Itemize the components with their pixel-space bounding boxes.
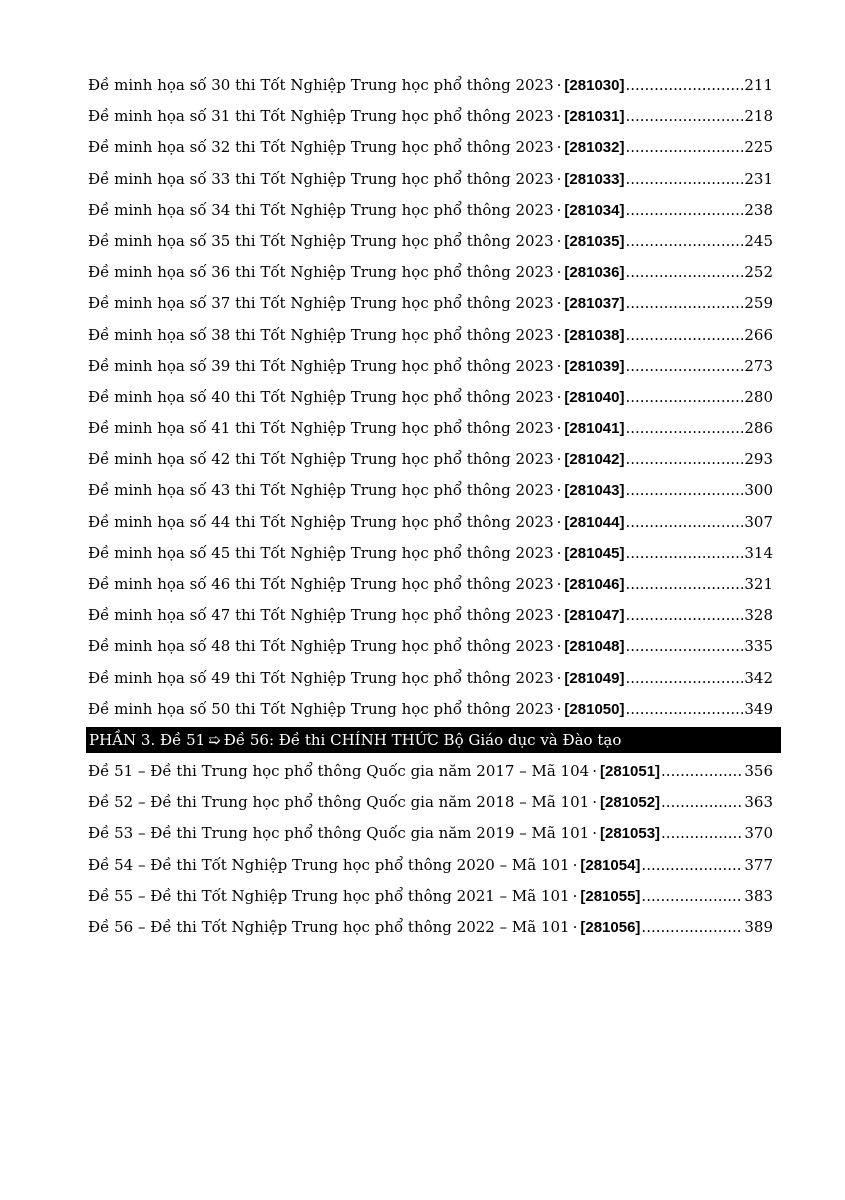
- toc-separator: ·: [592, 761, 597, 780]
- toc-entry-code: [281053]: [599, 825, 661, 843]
- toc-entry[interactable]: [88, 600, 773, 631]
- toc-entry-page: 328: [744, 606, 773, 625]
- toc-entry[interactable]: [88, 694, 773, 725]
- toc-entry-title: Đề minh họa số 38 thi Tốt Nghiệp Trung học phổ thông 2023: [88, 325, 554, 344]
- dot-leader: [641, 881, 743, 912]
- toc-entry[interactable]: [88, 70, 773, 101]
- toc-separator: ·: [556, 575, 562, 593]
- toc-entry-title: Đề minh họa số 47 thi Tốt Nghiệp Trung học phổ thông 2023: [88, 606, 554, 625]
- toc-entry-page: 280: [744, 387, 773, 406]
- toc-entry-code: [281050]: [564, 700, 625, 718]
- dot-leader: [625, 164, 743, 195]
- toc-separator: ·: [556, 294, 562, 313]
- dot-leader: [625, 132, 743, 163]
- toc-entry-page: 211: [744, 76, 773, 94]
- toc-entry[interactable]: [88, 351, 773, 382]
- toc-entry-code: [281048]: [564, 638, 625, 656]
- toc-entry[interactable]: [88, 132, 773, 163]
- dot-leader: [625, 444, 743, 475]
- toc-entry-code: [281031]: [564, 108, 625, 126]
- toc-entry-page: 363: [744, 793, 773, 812]
- dot-leader: [625, 569, 743, 600]
- toc-entry-title: Đề 52 – Đề thi Trung học phổ thông Quốc gia năm 2018 – Mã 101: [88, 793, 590, 812]
- toc-separator: ·: [556, 419, 562, 438]
- toc-entry-code: [281042]: [564, 451, 625, 469]
- toc-entry-title: Đề minh họa số 45 thi Tốt Nghiệp Trung học phổ thông 2023: [88, 543, 554, 562]
- dot-leader: [625, 475, 743, 506]
- dot-leader: [625, 195, 743, 226]
- dot-leader: [661, 787, 743, 818]
- toc-entry-title: Đề 53 – Đề thi Trung học phổ thông Quốc gia năm 2019 – Mã 101: [88, 824, 590, 843]
- minh-hoa-list: [88, 70, 773, 725]
- toc-entry-title: Đề minh họa số 32 thi Tốt Nghiệp Trung học phổ thông 2023: [88, 138, 554, 157]
- toc-entry-page: 245: [744, 231, 773, 250]
- toc-entry-page: 389: [744, 917, 773, 936]
- dot-leader: [625, 413, 743, 444]
- section-header: [86, 727, 781, 753]
- toc-entry[interactable]: [88, 382, 773, 413]
- toc-entry-code: [281030]: [564, 77, 625, 94]
- toc-entry-page: 259: [744, 294, 773, 313]
- toc-entry-title: Đề minh họa số 37 thi Tốt Nghiệp Trung học phổ thông 2023: [88, 294, 554, 313]
- toc-entry-page: 266: [744, 325, 773, 344]
- toc-entry-code: [281035]: [564, 232, 625, 250]
- toc-entry-code: [281047]: [564, 607, 625, 625]
- toc-entry-title: Đề minh họa số 46 thi Tốt Nghiệp Trung học phổ thông 2023: [88, 575, 554, 593]
- toc-entry-page: 307: [744, 512, 773, 531]
- dot-leader: [625, 600, 743, 631]
- toc-entry-code: [281051]: [599, 762, 661, 780]
- toc-separator: ·: [556, 699, 562, 718]
- toc-entry-page: 356: [744, 761, 773, 780]
- toc-entry-title: Đề minh họa số 48 thi Tốt Nghiệp Trung học phổ thông 2023: [88, 637, 554, 656]
- dot-leader: [661, 818, 743, 849]
- toc-entry[interactable]: [88, 787, 773, 818]
- toc-entry-title: Đề minh họa số 43 thi Tốt Nghiệp Trung học phổ thông 2023: [88, 481, 554, 500]
- toc-entry-title: Đề 55 – Đề thi Tốt Nghiệp Trung học phổ thông 2021 – Mã 101: [88, 886, 570, 905]
- toc-separator: ·: [556, 231, 562, 250]
- toc-entry-title: Đề 51 – Đề thi Trung học phổ thông Quốc gia năm 2017 – Mã 104: [88, 761, 590, 780]
- toc-entry-page: 225: [744, 138, 773, 157]
- toc-entry-code: [281038]: [564, 326, 625, 344]
- toc-entry-title: Đề minh họa số 31 thi Tốt Nghiệp Trung học phổ thông 2023: [88, 107, 554, 126]
- official-list: [88, 756, 773, 943]
- section-prefix: PHẦN 3. Đề 51: [89, 730, 206, 749]
- toc-entry-code: [281056]: [580, 918, 641, 936]
- toc-entry-title: Đề 56 – Đề thi Tốt Nghiệp Trung học phổ thông 2022 – Mã 101: [88, 917, 570, 936]
- toc-entry[interactable]: [88, 101, 773, 132]
- toc-entry[interactable]: [88, 818, 773, 849]
- toc-entry-code: [281034]: [564, 201, 625, 219]
- toc-entry-code: [281052]: [599, 794, 661, 812]
- dot-leader: [625, 288, 743, 319]
- toc-entry-title: Đề minh họa số 41 thi Tốt Nghiệp Trung học phổ thông 2023: [88, 419, 554, 438]
- toc-entry-title: Đề minh họa số 30 thi Tốt Nghiệp Trung học phổ thông 2023: [88, 76, 554, 94]
- toc-entry-page: 383: [744, 886, 773, 905]
- toc-entry-code: [281046]: [564, 576, 625, 593]
- toc-separator: ·: [572, 886, 578, 905]
- toc-separator: ·: [556, 356, 562, 375]
- toc-entry-code: [281037]: [564, 295, 625, 313]
- toc-separator: ·: [556, 637, 562, 656]
- toc-entry[interactable]: [88, 850, 773, 881]
- dot-leader: [625, 320, 743, 351]
- toc-entry-page: 252: [744, 263, 773, 282]
- toc-separator: ·: [592, 793, 597, 812]
- toc-entry[interactable]: [88, 631, 773, 662]
- toc-entry[interactable]: [88, 663, 773, 694]
- dot-leader: [625, 101, 743, 132]
- dot-leader: [625, 507, 743, 538]
- toc-entry[interactable]: [88, 475, 773, 506]
- toc-entry-title: Đề minh họa số 39 thi Tốt Nghiệp Trung học phổ thông 2023: [88, 356, 554, 375]
- toc-entry-code: [281043]: [564, 482, 625, 500]
- toc-entry-title: Đề minh họa số 49 thi Tốt Nghiệp Trung học phổ thông 2023: [88, 668, 554, 687]
- toc-entry[interactable]: [88, 195, 773, 226]
- toc-entry-page: 286: [744, 419, 773, 438]
- toc-entry-page: 314: [744, 543, 773, 562]
- toc-entry-code: [281054]: [580, 856, 641, 874]
- toc-entry-code: [281039]: [564, 357, 625, 375]
- toc-entry[interactable]: [88, 320, 773, 351]
- toc-entry-code: [281032]: [564, 139, 625, 157]
- toc-entry-title: Đề minh họa số 33 thi Tốt Nghiệp Trung học phổ thông 2023: [88, 169, 554, 188]
- toc-separator: ·: [556, 169, 562, 188]
- toc-separator: ·: [572, 917, 578, 936]
- dot-leader: [625, 351, 743, 382]
- toc-entry-code: [281055]: [580, 887, 641, 905]
- dot-leader: [625, 382, 743, 413]
- toc-entry-page: 238: [744, 200, 773, 219]
- toc-separator: ·: [556, 200, 562, 219]
- toc-separator: ·: [556, 76, 562, 94]
- toc-entry-title: Đề minh họa số 36 thi Tốt Nghiệp Trung học phổ thông 2023: [88, 263, 554, 282]
- toc-entry[interactable]: [88, 538, 773, 569]
- toc-entry[interactable]: [88, 257, 773, 288]
- dot-leader: [625, 694, 743, 725]
- toc-entry-code: [281041]: [564, 420, 625, 438]
- toc-entry[interactable]: [88, 413, 773, 444]
- toc-entry-page: 321: [744, 575, 773, 593]
- toc-entry-page: 218: [744, 107, 773, 126]
- dot-leader: [625, 226, 743, 257]
- toc-separator: ·: [556, 668, 562, 687]
- toc-separator: ·: [572, 855, 578, 874]
- toc-separator: ·: [556, 512, 562, 531]
- dot-leader: [641, 912, 743, 943]
- dot-leader: [625, 538, 743, 569]
- toc-entry-code: [281040]: [564, 388, 625, 406]
- dot-leader: [625, 663, 743, 694]
- toc-entry[interactable]: [88, 756, 773, 787]
- toc-separator: ·: [556, 263, 562, 282]
- table-of-contents: [88, 70, 773, 943]
- toc-entry[interactable]: [88, 569, 773, 600]
- toc-entry-page: 231: [744, 169, 773, 188]
- dot-leader: [661, 756, 743, 787]
- toc-entry-page: 342: [744, 668, 773, 687]
- toc-entry-title: Đề minh họa số 40 thi Tốt Nghiệp Trung học phổ thông 2023: [88, 387, 554, 406]
- toc-entry-page: 349: [744, 699, 773, 718]
- toc-entry-code: [281045]: [564, 544, 625, 562]
- toc-separator: ·: [556, 450, 562, 469]
- toc-entry-page: 293: [744, 450, 773, 469]
- toc-entry-page: 377: [744, 855, 773, 874]
- toc-entry-title: Đề 54 – Đề thi Tốt Nghiệp Trung học phổ thông 2020 – Mã 101: [88, 855, 570, 874]
- dot-leader: [625, 70, 743, 101]
- dot-leader: [641, 850, 743, 881]
- section-suffix: Đề 56: Đề thi CHÍNH THỨC Bộ Giáo dục và Đào tạo: [223, 730, 622, 749]
- dot-leader: [625, 631, 743, 662]
- toc-entry-title: Đề minh họa số 44 thi Tốt Nghiệp Trung học phổ thông 2023: [88, 512, 554, 531]
- toc-entry-page: 273: [744, 356, 773, 375]
- toc-entry-title: Đề minh họa số 34 thi Tốt Nghiệp Trung học phổ thông 2023: [88, 200, 554, 219]
- arrow-icon: ➯: [208, 730, 221, 749]
- toc-entry-title: Đề minh họa số 42 thi Tốt Nghiệp Trung học phổ thông 2023: [88, 450, 554, 469]
- toc-separator: ·: [556, 481, 562, 500]
- toc-entry-page: 335: [744, 637, 773, 656]
- toc-entry-page: 370: [744, 824, 773, 843]
- toc-entry[interactable]: [88, 881, 773, 912]
- toc-entry[interactable]: [88, 288, 773, 319]
- toc-entry[interactable]: [88, 507, 773, 538]
- toc-entry-title: Đề minh họa số 35 thi Tốt Nghiệp Trung học phổ thông 2023: [88, 231, 554, 250]
- toc-separator: ·: [556, 387, 562, 406]
- toc-entry[interactable]: [88, 912, 773, 943]
- toc-entry-code: [281049]: [564, 669, 625, 687]
- toc-entry-code: [281036]: [564, 264, 625, 282]
- toc-entry[interactable]: [88, 226, 773, 257]
- toc-entry[interactable]: [88, 444, 773, 475]
- toc-separator: ·: [556, 543, 562, 562]
- toc-entry-code: [281044]: [564, 513, 625, 531]
- toc-entry[interactable]: [88, 164, 773, 195]
- toc-separator: ·: [592, 824, 597, 843]
- dot-leader: [625, 257, 743, 288]
- toc-entry-page: 300: [744, 481, 773, 500]
- toc-separator: ·: [556, 325, 562, 344]
- toc-entry-title: Đề minh họa số 50 thi Tốt Nghiệp Trung học phổ thông 2023: [88, 699, 554, 718]
- toc-entry-code: [281033]: [564, 170, 625, 188]
- toc-separator: ·: [556, 138, 562, 157]
- toc-separator: ·: [556, 606, 562, 625]
- toc-separator: ·: [556, 107, 562, 126]
